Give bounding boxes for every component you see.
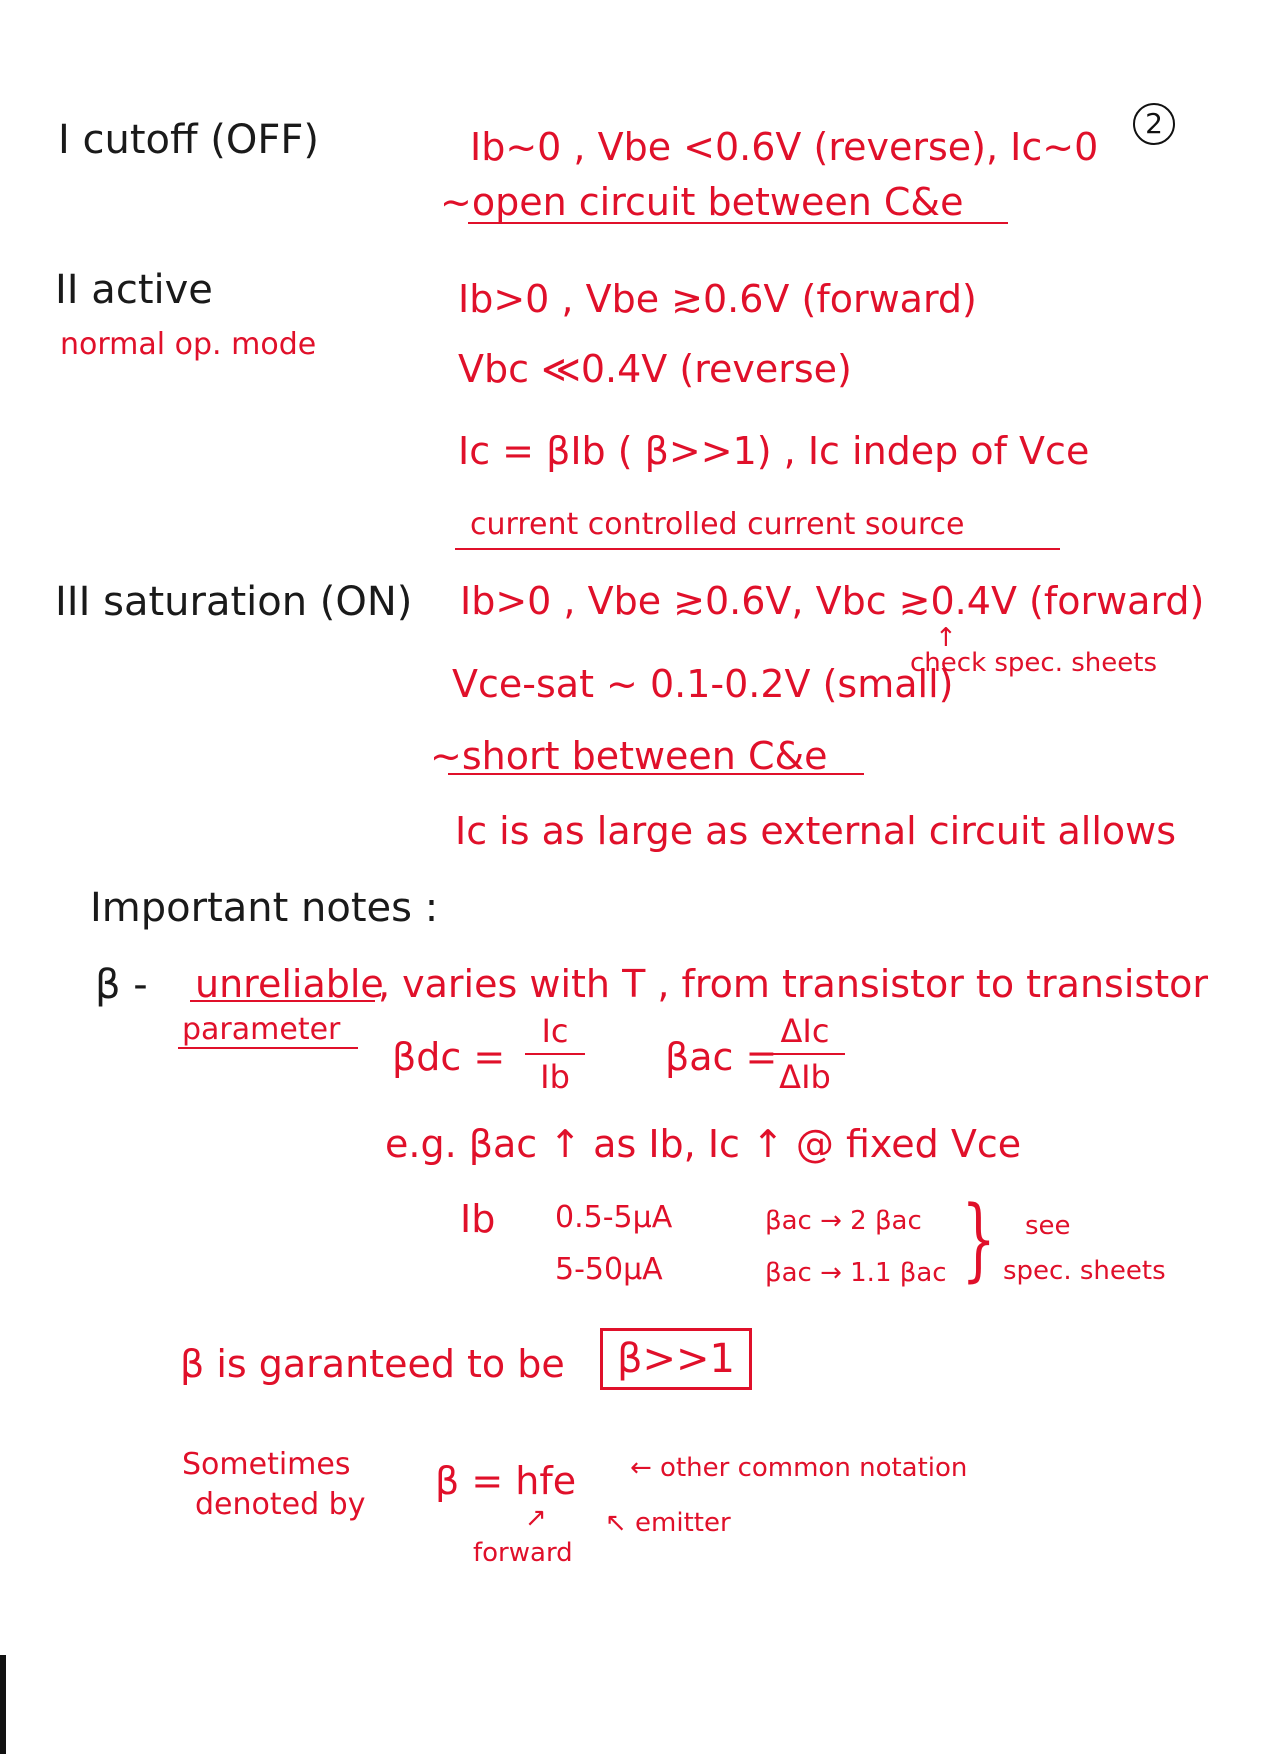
beta-ac-label: βac = bbox=[665, 1035, 778, 1079]
parameter-underline bbox=[178, 1047, 358, 1049]
ib-range-1: 0.5-5μA bbox=[555, 1200, 673, 1235]
active-note: current controlled current source bbox=[470, 507, 965, 542]
saturation-note: ~short between C&e bbox=[430, 734, 828, 778]
spec-sheets-label: spec. sheets bbox=[1003, 1256, 1166, 1286]
cutoff-title: I cutoff (OFF) bbox=[58, 117, 319, 163]
beta-result-2: βac → 1.1 βac bbox=[765, 1258, 947, 1288]
saturation-cond-1: Ib>0 , Vbe ≳0.6V, Vbc ≳0.4V (forward) bbox=[460, 579, 1205, 623]
page-number: 2 bbox=[1133, 103, 1175, 145]
beta-result-1: βac → 2 βac bbox=[765, 1206, 922, 1236]
beta-dc-label: βdc = bbox=[392, 1035, 506, 1079]
cutoff-conditions: Ib~0 , Vbe <0.6V (reverse), Ic~0 bbox=[470, 125, 1099, 169]
beta-ac-denominator: ΔIb bbox=[779, 1058, 831, 1096]
beta-varies: , varies with T , from transistor to transistor bbox=[378, 962, 1208, 1006]
active-cond-3: Ic = βIb ( β>>1) , Ic indep of Vce bbox=[458, 429, 1090, 473]
saturation-check: check spec. sheets bbox=[910, 648, 1158, 678]
forward-label: forward bbox=[473, 1538, 573, 1568]
beta-ac-fraction-bar bbox=[765, 1053, 845, 1055]
denoted-by-label: denoted by bbox=[195, 1487, 366, 1522]
brace: } bbox=[961, 1187, 996, 1292]
beta-dc-numerator: Ic bbox=[541, 1012, 569, 1050]
active-subtitle: normal op. mode bbox=[60, 327, 317, 362]
active-cond-2: Vbc ≪0.4V (reverse) bbox=[458, 347, 852, 391]
guaranteed-box: β>>1 bbox=[600, 1328, 752, 1390]
unreliable-underline bbox=[190, 1000, 375, 1002]
scan-edge-mark bbox=[0, 1655, 6, 1754]
see-label: see bbox=[1025, 1211, 1071, 1241]
saturation-cond-2: Vce-sat ~ 0.1-0.2V (small) bbox=[452, 662, 954, 706]
forward-arrow: ↗ bbox=[525, 1503, 547, 1533]
sometimes-label: Sometimes bbox=[182, 1447, 351, 1482]
notes-heading: Important notes : bbox=[90, 885, 439, 931]
active-cond-1: Ib>0 , Vbe ≳0.6V (forward) bbox=[458, 277, 977, 321]
beta-ac-numerator: ΔIc bbox=[780, 1012, 830, 1050]
saturation-underline bbox=[448, 773, 864, 775]
saturation-arrow: ↑ bbox=[935, 623, 957, 653]
example-line: e.g. βac ↑ as Ib, Ic ↑ @ fixed Vce bbox=[385, 1122, 1022, 1166]
beta-unreliable: unreliable bbox=[195, 962, 384, 1006]
beta-dc-denominator: Ib bbox=[540, 1058, 570, 1096]
active-title: II active bbox=[55, 267, 213, 313]
beta-dc-fraction-bar bbox=[525, 1053, 585, 1055]
cutoff-note: ~open circuit between C&e bbox=[440, 180, 964, 224]
beta-symbol: β - bbox=[95, 962, 148, 1008]
ib-range-2: 5-50μA bbox=[555, 1252, 663, 1287]
ib-label: Ib bbox=[460, 1197, 496, 1241]
active-underline bbox=[455, 548, 1060, 550]
other-notation: ← other common notation bbox=[630, 1453, 968, 1483]
saturation-title: III saturation (ON) bbox=[55, 579, 413, 625]
emitter-label: ↖ emitter bbox=[605, 1508, 731, 1538]
guaranteed-text: β is garanteed to be bbox=[180, 1342, 565, 1386]
saturation-note-2: Ic is as large as external circuit allows bbox=[455, 809, 1177, 853]
beta-ac-fraction bbox=[765, 1012, 845, 1096]
beta-parameter: parameter bbox=[182, 1012, 341, 1047]
beta-dc-fraction bbox=[525, 1012, 585, 1096]
cutoff-underline bbox=[468, 222, 1008, 224]
hfe-formula: β = hfe bbox=[435, 1459, 577, 1503]
